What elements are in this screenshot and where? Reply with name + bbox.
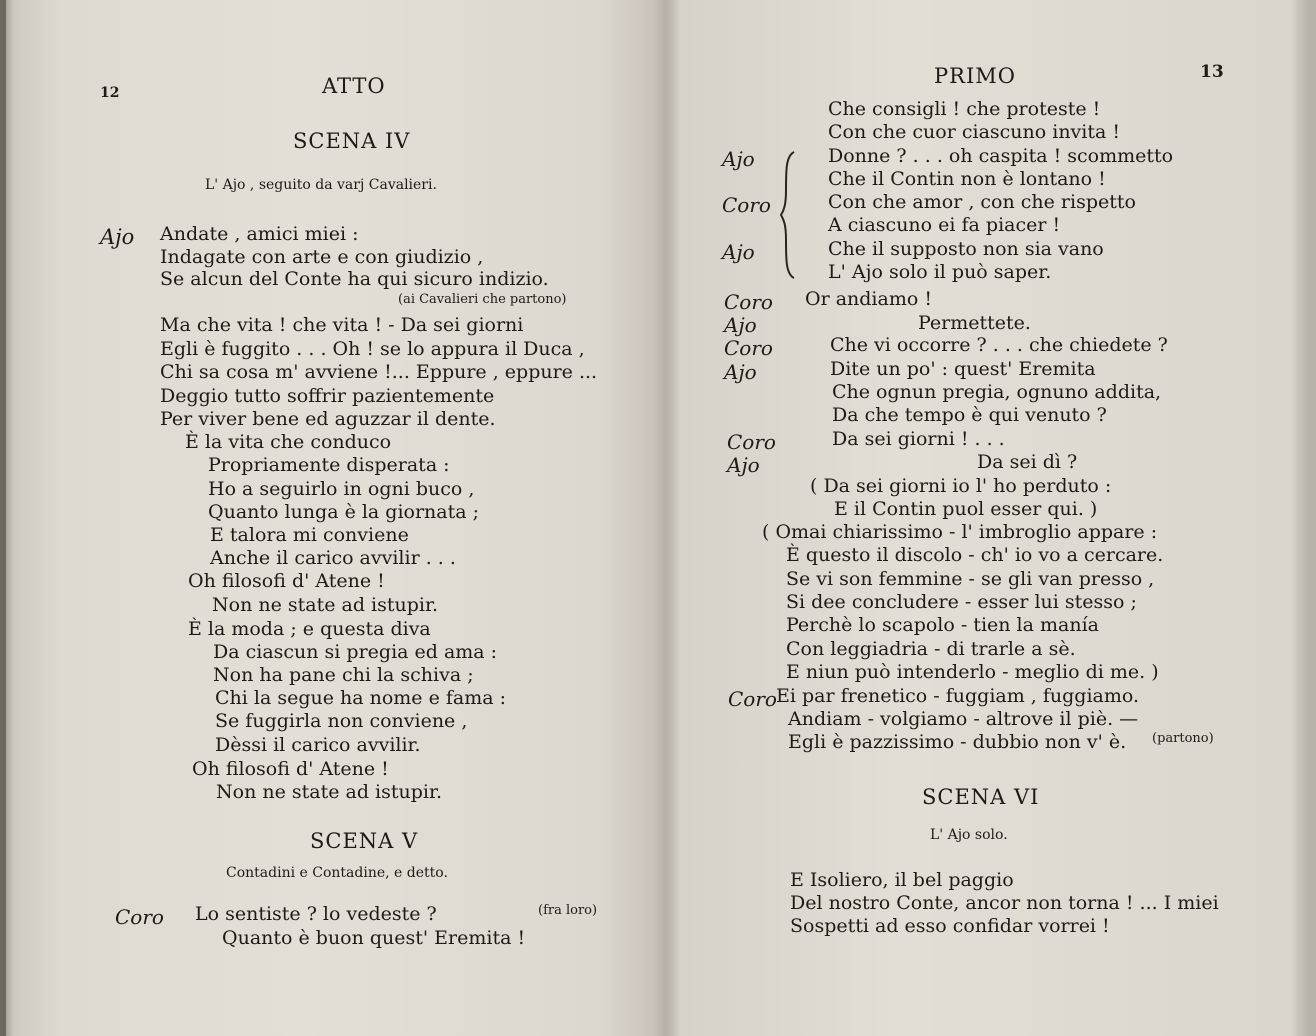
- brace-bracket: [780, 150, 798, 280]
- verse-line: Ei par frenetico - fuggiam , fuggiamo.: [776, 685, 1140, 707]
- verse-line: Oh filosofi d' Atene !: [188, 570, 385, 592]
- verse-line: Da sei giorni ! . . .: [832, 428, 1005, 450]
- verse-line: Da che tempo è qui venuto ?: [832, 404, 1107, 426]
- verse-line: Andiam - volgiamo - altrove il piè. —: [788, 708, 1139, 730]
- stage-direction: (ai Cavalieri che partono): [398, 292, 567, 307]
- scene-direction: L' Ajo solo.: [930, 827, 1008, 843]
- verse-line: È la moda ; e questa diva: [188, 618, 431, 640]
- verse-line: Oh filosofi d' Atene !: [192, 758, 389, 780]
- left-page-edge: [0, 0, 6, 1036]
- verse-line: Si dee concludere - esser lui stesso ;: [786, 591, 1137, 613]
- verse-line: Che il supposto non sia vano: [828, 238, 1104, 260]
- scene-direction: L' Ajo , seguito da varj Cavalieri.: [205, 177, 437, 193]
- verse-line: E niun può intenderlo - meglio di me. ): [786, 661, 1159, 683]
- verse-line: È la vita che conduco: [185, 431, 392, 453]
- right-page-edge: [1308, 0, 1316, 1036]
- verse-line: Egli è pazzissimo - dubbio non v' è.: [788, 731, 1127, 753]
- book-gutter: [652, 0, 680, 1036]
- verse-line: Lo sentiste ? lo vedeste ?: [195, 903, 437, 925]
- speaker-label: Ajo: [722, 240, 755, 264]
- speaker-label: Coro: [727, 430, 776, 454]
- verse-line: Non ha pane chi la schiva ;: [213, 664, 474, 686]
- scene-title: SCENA VI: [922, 785, 1040, 809]
- verse-line: Chi la segue ha nome e fama :: [215, 687, 507, 709]
- verse-line: Anche il carico avvilir . . .: [210, 547, 456, 569]
- speaker-label: Coro: [724, 336, 773, 360]
- verse-line: Da ciascun si pregia ed ama :: [213, 641, 498, 663]
- speaker-label: Coro: [722, 193, 771, 217]
- running-head-right: PRIMO: [934, 64, 1016, 88]
- verse-line: Andate , amici miei :: [160, 223, 359, 245]
- verse-line: Se fuggirla non conviene ,: [215, 710, 468, 732]
- verse-line: Se alcun del Conte ha qui sicuro indizio.: [160, 268, 549, 290]
- verse-line: Permettete.: [918, 312, 1031, 334]
- verse-line: Con che amor , con che rispetto: [828, 191, 1136, 213]
- running-head-left: ATTO: [322, 74, 386, 98]
- speaker-label: Coro: [728, 687, 777, 711]
- verse-line: Non ne state ad istupir.: [212, 594, 438, 616]
- verse-line: Per viver bene ed aguzzar il dente.: [160, 408, 496, 430]
- verse-line: Egli è fuggito . . . Oh ! se lo appura il Duca ,: [160, 338, 585, 360]
- verse-line: L' Ajo solo il può saper.: [828, 261, 1052, 283]
- verse-line: Propriamente disperata :: [208, 454, 450, 476]
- verse-line: Donne ? . . . oh caspita ! scommetto: [828, 145, 1174, 167]
- verse-line: È questo il discolo - ch' io vo a cercare.: [786, 544, 1164, 566]
- verse-line: A ciascuno ei fa piacer !: [828, 214, 1061, 236]
- verse-line: Che consigli ! che proteste !: [828, 98, 1101, 120]
- verse-line: Deggio tutto soffrir pazientemente: [160, 385, 495, 407]
- speaker-label: Ajo: [724, 313, 757, 337]
- verse-line: Se vi son femmine - se gli van presso ,: [786, 568, 1155, 590]
- verse-line: Or andiamo !: [805, 288, 932, 310]
- scene-title: SCENA V: [310, 829, 419, 853]
- verse-line: Quanto lunga è la giornata ;: [208, 501, 480, 523]
- verse-line: Che vi occorre ? . . . che chiedete ?: [830, 334, 1168, 356]
- verse-line: Da sei dì ?: [977, 451, 1078, 473]
- verse-line: Ma che vita ! che vita ! - Da sei giorni: [160, 314, 524, 336]
- speaker-label: Coro: [115, 905, 164, 929]
- verse-line: Con leggiadria - di trarle a sè.: [786, 638, 1076, 660]
- scene-title: SCENA IV: [293, 129, 411, 153]
- verse-line: Dite un po' : quest' Eremita: [830, 358, 1096, 380]
- page-number-left: 12: [100, 85, 120, 101]
- speaker-label: Ajo: [100, 225, 135, 249]
- speaker-label: Ajo: [724, 360, 757, 384]
- verse-line: E Isoliero, il bel paggio: [790, 869, 1014, 891]
- verse-line: Chi sa cosa m' avviene !... Eppure , eppure ...: [160, 361, 598, 383]
- verse-line: Dèssi il carico avvilir.: [215, 734, 421, 756]
- verse-line: E il Contin puol esser qui. ): [834, 498, 1098, 520]
- stage-direction: (fra loro): [538, 903, 598, 918]
- verse-line: Indagate con arte e con giudizio ,: [160, 246, 484, 268]
- verse-line: ( Da sei giorni io l' ho perduto :: [810, 475, 1112, 497]
- verse-line: Ho a seguirlo in ogni buco ,: [208, 478, 475, 500]
- speaker-label: Ajo: [727, 453, 760, 477]
- speaker-label: Ajo: [722, 147, 755, 171]
- verse-line: Del nostro Conte, ancor non torna ! ... I miei: [790, 892, 1219, 914]
- verse-line: Che il Contin non è lontano !: [828, 168, 1106, 190]
- verse-line: Con che cuor ciascuno invita !: [828, 121, 1121, 143]
- speaker-label: Coro: [724, 290, 773, 314]
- verse-line: E talora mi conviene: [210, 524, 409, 546]
- verse-line: Quanto è buon quest' Eremita !: [222, 927, 526, 949]
- stage-direction: (partono): [1152, 731, 1214, 746]
- scene-direction: Contadini e Contadine, e detto.: [226, 865, 448, 881]
- verse-line: Che ognun pregia, ognuno addita,: [832, 381, 1162, 403]
- verse-line: ( Omai chiarissimo - l' imbroglio appare :: [762, 521, 1158, 543]
- verse-line: Sospetti ad esso confidar vorrei !: [790, 915, 1110, 937]
- verse-line: Non ne state ad istupir.: [216, 781, 442, 803]
- page-number-right: 13: [1200, 62, 1224, 82]
- verse-line: Perchè lo scapolo - tien la manía: [786, 614, 1099, 636]
